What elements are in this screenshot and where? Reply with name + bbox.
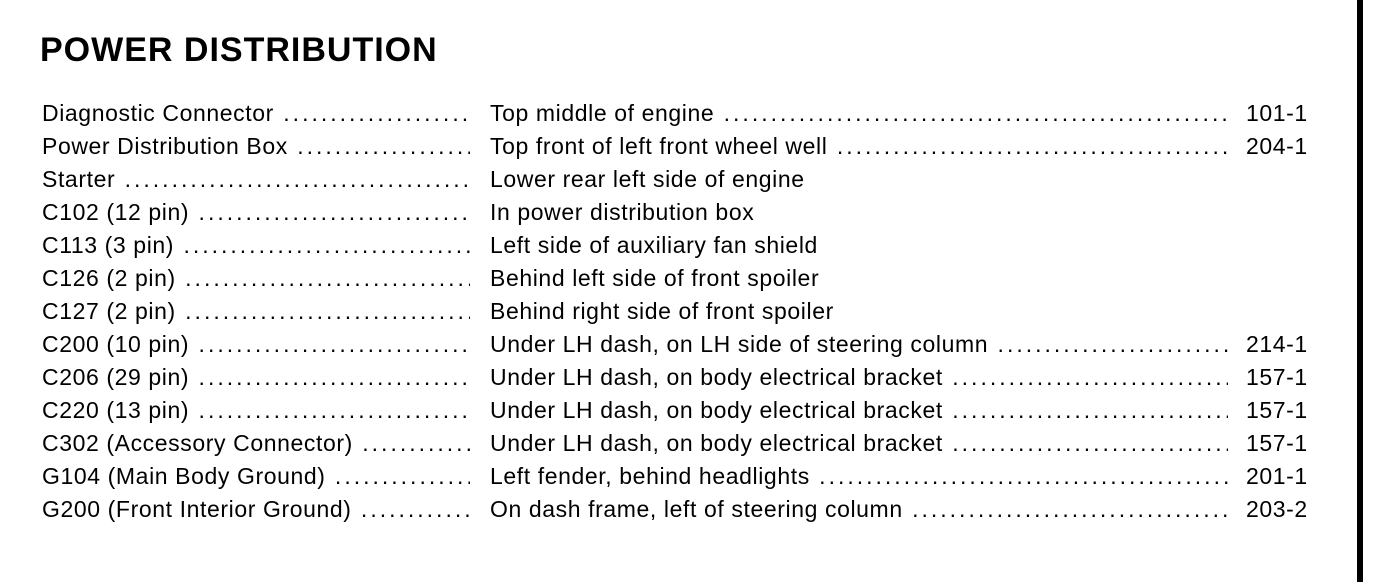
component-name: C127 (2 pin) ..... [42,295,470,328]
component-name: Diagnostic Connector ..... [42,97,470,130]
page-reference: 157-1 [1246,430,1308,456]
page-reference: 204-1 [1246,133,1308,159]
table-row [42,361,1332,394]
component-name: C302 (Accessory Connector) ..... [42,427,470,460]
component-name: C113 (3 pin) ..... [42,229,470,262]
table-row [42,196,1332,229]
component-location: Under LH dash, on body electrical bracket ..... [490,427,1228,460]
component-name: G200 (Front Interior Ground) ..... [42,493,470,526]
component-location: Under LH dash, on body electrical bracket ..... [490,394,1228,427]
page-reference: 101-1 [1246,100,1308,126]
table-row [42,295,1332,328]
component-location: Under LH dash, on body electrical bracket ..... [490,361,1228,394]
component-name: C206 (29 pin) ..... [42,361,470,394]
page-reference: 157-1 [1246,364,1308,390]
component-name: Power Distribution Box ..... [42,130,470,163]
page-title: POWER DISTRIBUTION [40,31,438,69]
component-location: Lower rear left side of engine [490,166,805,192]
table-row [42,262,1332,295]
component-location: Behind left side of front spoiler [490,265,820,291]
table-row [42,163,1332,196]
component-location-table [42,97,1332,526]
table-row [42,493,1332,526]
table-row [42,229,1332,262]
component-location: In power distribution box [490,199,755,225]
table-row [42,130,1332,163]
component-location: Left side of auxiliary fan shield [490,232,818,258]
component-name: Starter ..... [42,163,470,196]
page-reference: 214-1 [1246,331,1308,357]
page-reference: 201-1 [1246,463,1308,489]
component-location: Top front of left front wheel well ..... [490,130,1228,163]
table-row [42,97,1332,130]
page-reference: 203-2 [1246,496,1308,522]
component-location: Top middle of engine ..... [490,97,1228,130]
page-edge-rule [1357,0,1363,582]
component-name: C102 (12 pin) ..... [42,196,470,229]
component-location: On dash frame, left of steering column ..... [490,493,1228,526]
table-row [42,460,1332,493]
component-name: C200 (10 pin) ..... [42,328,470,361]
component-name: G104 (Main Body Ground) ..... [42,460,470,493]
component-name: C220 (13 pin) ..... [42,394,470,427]
table-row [42,427,1332,460]
component-name: C126 (2 pin) ..... [42,262,470,295]
page-reference: 157-1 [1246,397,1308,423]
component-location: Under LH dash, on LH side of steering column ..... [490,328,1228,361]
table-row [42,394,1332,427]
table-row [42,328,1332,361]
component-location: Left fender, behind headlights ..... [490,460,1228,493]
component-location: Behind right side of front spoiler [490,298,834,324]
